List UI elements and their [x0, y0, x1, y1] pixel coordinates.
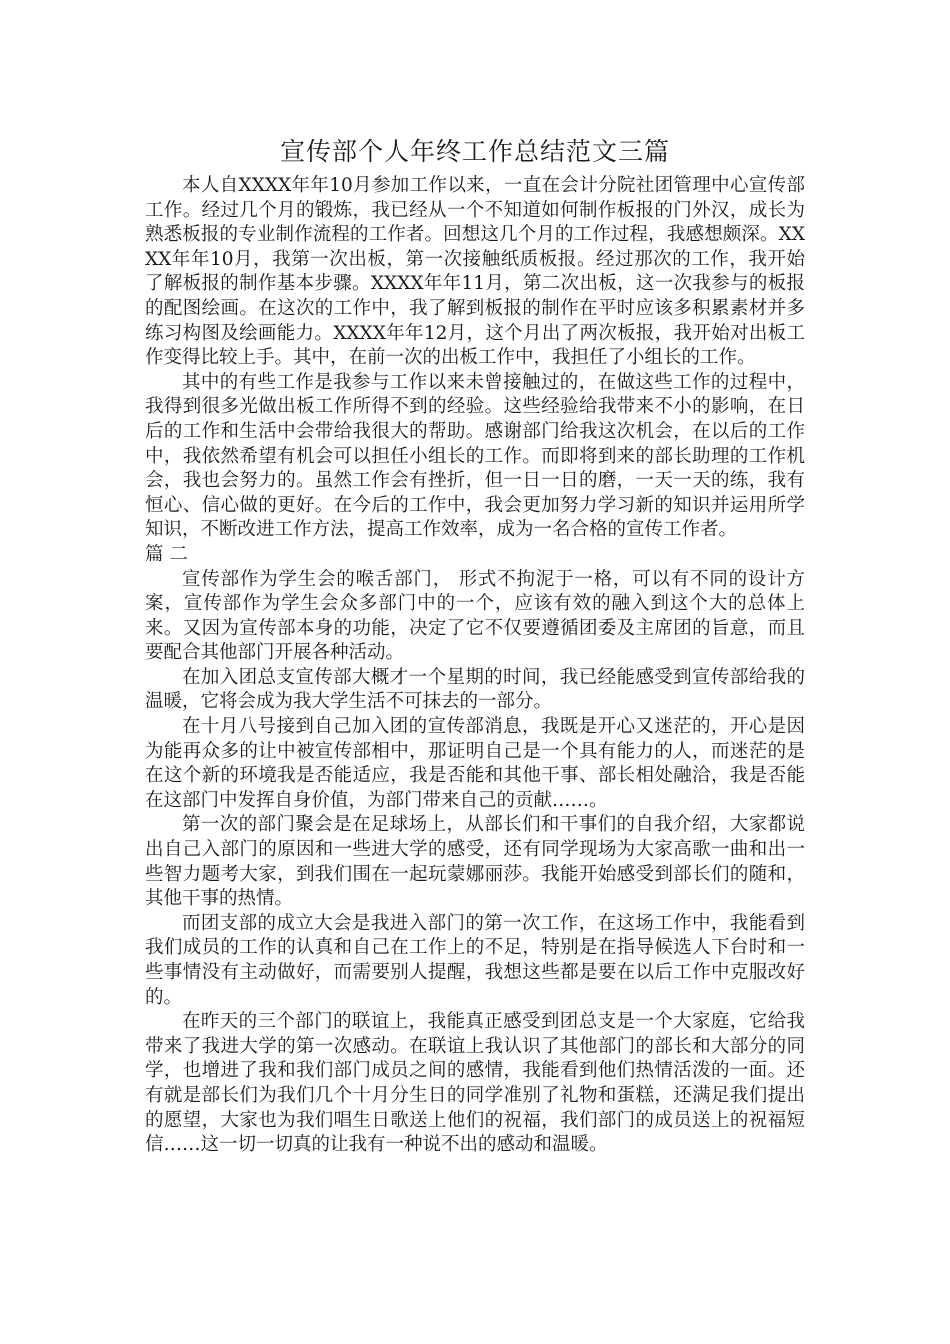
section-label: 篇 二	[145, 543, 188, 565]
paragraph: 在加入团总支宣传部大概才一个星期的时间，我已经能感受到宣传部给我的温暖，它将会成为我大学生活不可抹去的一部分。	[145, 666, 805, 713]
document-title: 宣传部个人年终工作总结范文三篇	[279, 137, 670, 166]
paragraph: 第一次的部门聚会是在足球场上，从部长们和干事们的自我介绍，大家都说出自己入部门的原因和一些进大学的感受，还有同学现场为大家高歌一曲和出一些智力题考大家，到我们围在一起玩蒙娜丽莎。我能开始感受到部长们的随和，其他干事的热情。	[145, 814, 805, 910]
document-page	[145, 132, 805, 1158]
paragraph: 宣传部作为学生会的喉舌部门， 形式不拘泥于一格，可以有不同的设计方案，宣传部作为学生会众多部门中的一个，应该有效的融入到这个大的总体上来。又因为宣传部本身的功能，决定了它不仅要遵循团委及主席团的旨意，而且要配合其他部门开展各种活动。	[145, 568, 805, 664]
paragraph: 本人自XXXX年年10月参加工作以来，一直在会计分院社团管理中心宣传部工作。经过几个月的锻炼，我已经从一个不知道如何制作板报的门外汉，成长为熟悉板报的专业制作流程的工作者。回想这几个月的工作过程，我感想颇深。XXXX年年10月，我第一次出板，第一次接触纸质板报。经过那次的工作，我开始了解板报的制作基本步骤。XXXX年年11月，第二次出板，这一次我参与的板报的配图绘画。在这次的工作中，我了解到板报的制作在平时应该多积累素材并多练习构图及绘画能力。XXXX年年12月，这个月出了两次板报，我开始对出板工作变得比较上手。其中，在前一次的出板工作中，我担任了小组长的工作。	[145, 175, 805, 369]
paragraph: 其中的有些工作是我参与工作以来未曾接触过的，在做这些工作的过程中，我得到很多光做出板工作所得不到的经验。这些经验给我带来不小的影响，在日后的工作和生活中会带给我很大的帮助。感谢部门给我这次机会，在以后的工作中，我依然希望有机会可以担任小组长的工作。而即将到来的部长助理的工作机会，我也会努力的。虽然工作会有挫折，但一日一日的磨，一天一天的练，我有恒心、信心做的更好。在今后的工作中，我会更加努力学习新的知识并运用所学知识，不断改进工作方法，提高工作效率，成为一名合格的宣传工作者。	[145, 371, 805, 541]
paragraph: 在昨天的三个部门的联谊上，我能真正感受到团总支是一个大家庭，它给我带来了我进大学的第一次感动。在联谊上我认识了其他部门的部长和大部分的同学，也增进了我和我们部门成员之间的感情，我能看到他们热情活泼的一面。还有就是部长们为我们几个十月分生日的同学准别了礼物和蛋糕，还满足我们提出的愿望，大家也为我们唱生日歌送上他们的祝福，我们部门的成员送上的祝福短信……这一切一切真的让我有一种说不出的感动和温暖。	[145, 1011, 805, 1156]
paragraph: 而团支部的成立大会是我进入部门的第一次工作，在这场工作中，我能看到我们成员的工作的认真和自己在工作上的不足，特别是在指导候选人下台时和一些事情没有主动做好，而需要别人提醒，我想这些都是要在以后工作中克服改好的。	[145, 912, 805, 1008]
paragraph: 在十月八号接到自己加入团的宣传部消息，我既是开心又迷茫的，开心是因为能再众多的让中被宣传部相中，那证明自己是一个具有能力的人，而迷茫的是在这个新的环境我是否能适应，我是否能和其他干事、部长相处融洽，我是否能在这部门中发挥自身价值，为部门带来自己的贡献……。	[145, 716, 805, 811]
